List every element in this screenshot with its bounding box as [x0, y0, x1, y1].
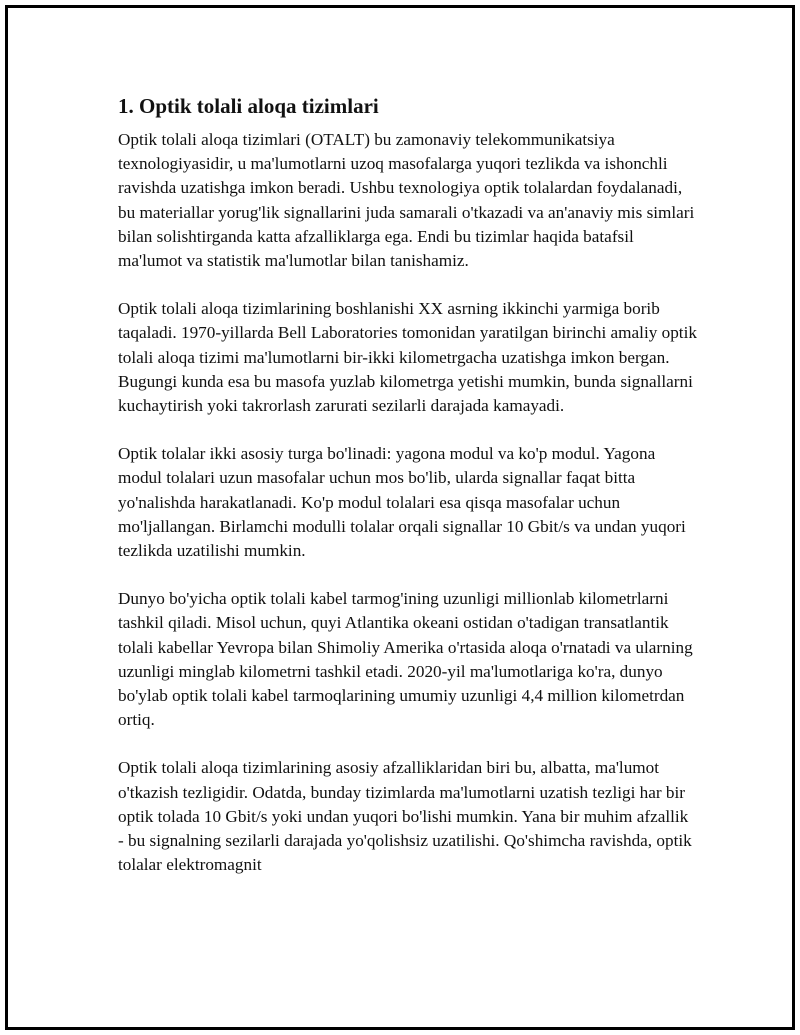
paragraph-5: Optik tolali aloqa tizimlarining asosiy afzalliklaridan biri bu, albatta, ma'lumot o'tkazish tezligidir. Odatda, bunday tizimlarda ma'lumotlarni uzatish tezligi har bir optik tolada 10 Gbit/s yoki undan yuqori bo'lishi mumkin. Yana bir muhim afzallik - bu signalning sezilarli darajada yo'qolishsiz uzatilishi. Qo'shimcha ravishda, optik tolalar elektromagnit: [118, 758, 692, 875]
paragraph-1: Optik tolali aloqa tizimlari (OTALT) bu zamonaviy telekommunikatsiya texnologiyasidir, u ma'lumotlarni uzoq masofalarga yuqori tezlikda va ishonchli ravishda uzatishga imkon beradi. Ushbu texnologiya optik tolalardan foydalanadi, bu materiallar yorug'lik signallarini juda samarali o'tkazadi va an'anaviy mis simlari bilan solishtirganda katta afzalliklarga ega. Endi bu tizimlar haqida batafsil ma'lumot va statistik ma'lumotlar bilan tanishamiz.: [118, 130, 695, 271]
section-heading: 1. Optik tolali aloqa tizimlari: [118, 94, 379, 118]
paragraph-2: Optik tolali aloqa tizimlarining boshlanishi XX asrning ikkinchi yarmiga borib taqaladi. 1970-yillarda Bell Laboratories tomonidan yaratilgan birinchi amaliy optik tolali aloqa tizimi ma'lumotlarni bir-ikki kilometrgacha uzatishga imkon bergan. Bugungi kunda esa bu masofa yuzlab kilometrga yetishi mumkin, bunda signallarni kuchaytirish yoki takrorlash zarurati sezilarli darajada kamayadi.: [118, 299, 697, 416]
document-body: [118, 92, 698, 901]
paragraph-4: Dunyo bo'yicha optik tolali kabel tarmog'ining uzunligi millionlab kilometrlarni tashkil qiladi. Misol uchun, quyi Atlantika okeani ostidan o'tadigan transatlantik tolali kabellar Yevropa bilan Shimoliy Amerika o'rtasida aloqa o'rnatadi va ularning uzunligi minglab kilometrni tashkil etadi. 2020-yil ma'lumotlariga ko'ra, dunyo bo'ylab optik tolali kabel tarmoqlarining umumiy uzunligi 4,4 million kilometrdan ortiq.: [118, 589, 693, 730]
paragraph-3: Optik tolalar ikki asosiy turga bo'linadi: yagona modul va ko'p modul. Yagona modul tolalari uzun masofalar uchun mos bo'lib, ularda signallar faqat bitta yo'nalishda harakatlanadi. Ko'p modul tolalari esa qisqa masofalar uchun mo'ljallangan. Birlamchi modulli tolalar orqali signallar 10 Gbit/s va undan yuqori tezlikda uzatilishi mumkin.: [118, 444, 686, 561]
